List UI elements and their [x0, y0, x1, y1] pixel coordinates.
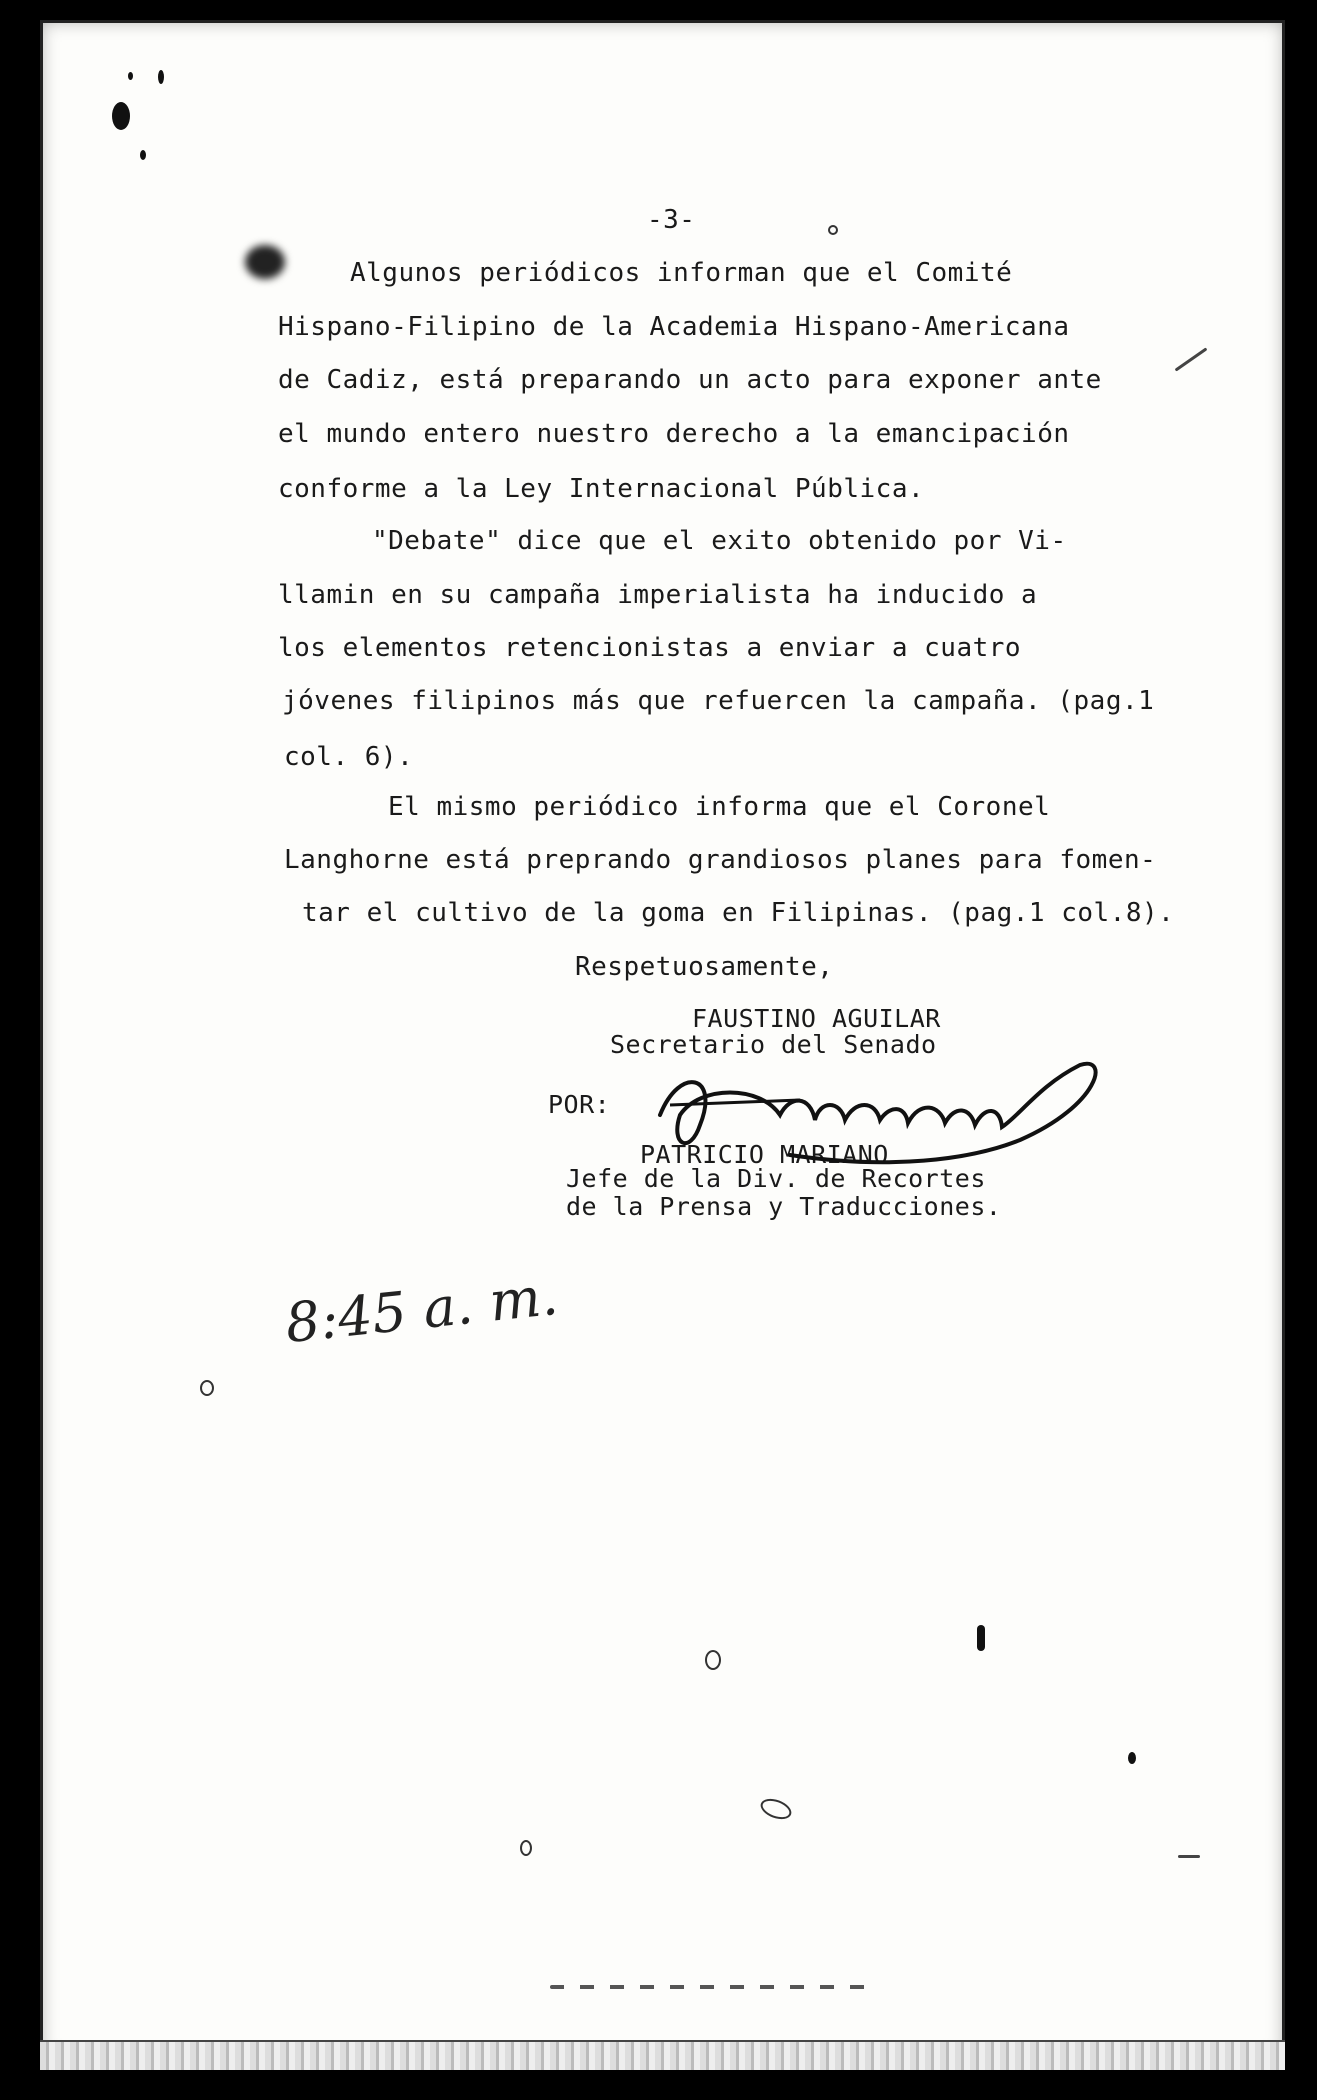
ink-blot	[245, 245, 285, 279]
handwritten-signature	[640, 1045, 1110, 1175]
paper-spot	[200, 1380, 214, 1396]
paragraph-2-line-5: col. 6).	[284, 742, 414, 772]
paragraph-2-line-2: llamin en su campaña imperialista ha inducido a	[278, 580, 1038, 610]
paragraph-1-line-2: Hispano-Filipino de la Academia Hispano-Americana	[278, 312, 1070, 342]
paragraph-1-line-5: conforme a la Ley Internacional Pública.	[278, 474, 925, 504]
paragraph-3-line-2: Langhorne está preprando grandiosos planes para fomen-	[284, 845, 1157, 875]
paragraph-2-line-3: los elementos retencionistas a enviar a cuatro	[278, 633, 1022, 663]
pencil-mark	[1178, 1855, 1200, 1858]
deputy-title-line-2: de la Prensa y Traducciones.	[566, 1192, 1002, 1221]
paper-spot	[520, 1840, 532, 1856]
signatory-title: Secretario del Senado	[610, 1030, 937, 1059]
page-edge	[40, 2040, 1285, 2070]
paragraph-2-line-1: "Debate" dice que el exito obtenido por Vi-	[372, 526, 1067, 556]
paper-spot	[705, 1650, 721, 1670]
ink-speck	[112, 102, 130, 130]
ink-speck	[158, 70, 164, 84]
paper-spot	[828, 225, 838, 235]
ink-speck	[977, 1625, 985, 1651]
pencil-mark	[550, 1985, 870, 1989]
page-number: -3-	[647, 205, 696, 235]
paragraph-1-line-1: Algunos periódicos informan que el Comité	[350, 258, 1013, 288]
ink-speck	[128, 72, 133, 80]
por-label: POR:	[548, 1090, 611, 1119]
deputy-name: PATRICIO MARIANO	[640, 1140, 889, 1169]
closing: Respetuosamente,	[575, 952, 834, 982]
ink-speck	[140, 150, 146, 160]
paragraph-1-line-4: el mundo entero nuestro derecho a la emancipación	[278, 419, 1070, 449]
ink-speck	[1128, 1752, 1136, 1764]
deputy-title-line-1: Jefe de la Div. de Recortes	[566, 1164, 986, 1193]
handwritten-time-note: 8:45 a. m.	[282, 1263, 561, 1356]
paragraph-3-line-1: El mismo periódico informa que el Coronel	[388, 792, 1051, 822]
paragraph-2-line-4: jóvenes filipinos más que refuercen la campaña. (pag.1	[282, 686, 1155, 716]
paragraph-3-line-3: tar el cultivo de la goma en Filipinas. (pag.1 col.8).	[302, 898, 1175, 928]
signatory-name: FAUSTINO AGUILAR	[692, 1004, 941, 1033]
paragraph-1-line-3: de Cadiz, está preparando un acto para exponer ante	[278, 365, 1102, 395]
